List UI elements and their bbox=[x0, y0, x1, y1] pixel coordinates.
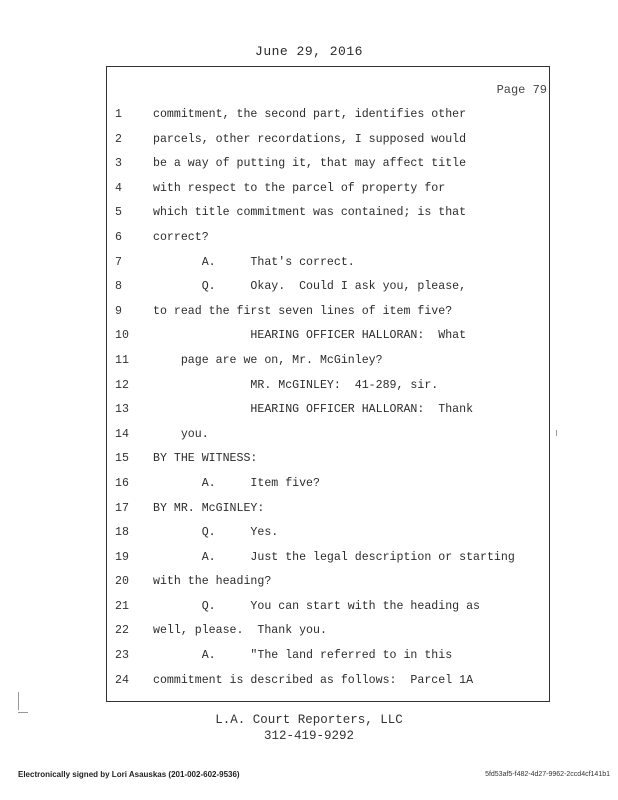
line-text: with respect to the parcel of property for bbox=[153, 181, 446, 195]
header-date: June 29, 2016 bbox=[255, 44, 363, 59]
transcript-line bbox=[107, 497, 549, 522]
line-number: 16 bbox=[115, 476, 129, 490]
transcript-line bbox=[107, 103, 549, 128]
line-number: 11 bbox=[115, 353, 129, 367]
transcript-line bbox=[107, 324, 549, 349]
transcript-line bbox=[107, 595, 549, 620]
footer-firm bbox=[0, 712, 618, 744]
transcript-line bbox=[107, 251, 549, 276]
line-number: 20 bbox=[115, 575, 129, 589]
firm-phone: 312-419-9292 bbox=[263, 729, 354, 743]
line-text: MR. McGINLEY: 41-289, sir. bbox=[153, 378, 439, 392]
transcript-line bbox=[107, 398, 549, 423]
line-text: BY THE WITNESS: bbox=[153, 452, 258, 466]
line-number: 4 bbox=[115, 181, 122, 195]
line-text: A. Item five? bbox=[153, 476, 320, 490]
line-text: A. That's correct. bbox=[153, 255, 355, 269]
signature-left: Electronically signed by Lori Asauskas (201-002-602-9536) bbox=[18, 770, 240, 779]
scan-mark bbox=[18, 692, 19, 710]
line-text: Q. You can start with the heading as bbox=[153, 599, 480, 613]
transcript-line bbox=[107, 619, 549, 644]
transcript-line bbox=[107, 521, 549, 546]
page-label: Page 79 bbox=[496, 83, 547, 97]
line-number: 12 bbox=[115, 378, 129, 392]
line-text: HEARING OFFICER HALLORAN: Thank bbox=[153, 403, 474, 417]
line-text: commitment is described as follows: Parcel 1A bbox=[153, 673, 474, 687]
firm-name: L.A. Court Reporters, LLC bbox=[215, 713, 403, 727]
line-number: 7 bbox=[115, 255, 122, 269]
line-text: correct? bbox=[153, 230, 209, 244]
transcript-line bbox=[107, 644, 549, 669]
line-text: parcels, other recordations, I supposed would bbox=[153, 132, 467, 146]
line-text: commitment, the second part, identifies other bbox=[153, 108, 467, 121]
transcript-line bbox=[107, 201, 549, 226]
scan-mark bbox=[556, 430, 557, 436]
line-text: page are we on, Mr. McGinley? bbox=[153, 353, 383, 367]
line-number: 13 bbox=[115, 403, 129, 417]
line-number: 2 bbox=[115, 132, 122, 146]
line-number: 5 bbox=[115, 206, 122, 220]
transcript-line bbox=[107, 128, 549, 153]
line-text: to read the first seven lines of item five? bbox=[153, 304, 453, 318]
transcript-line bbox=[107, 226, 549, 251]
line-number: 17 bbox=[115, 501, 129, 515]
transcript-box bbox=[106, 66, 550, 702]
transcript-line bbox=[107, 275, 549, 300]
transcript-line bbox=[107, 349, 549, 374]
transcript-line bbox=[107, 374, 549, 399]
transcript-line bbox=[107, 423, 549, 448]
transcript-line bbox=[107, 472, 549, 497]
line-text: A. Just the legal description or starting bbox=[153, 550, 515, 564]
line-text: you. bbox=[153, 427, 209, 441]
line-number: 24 bbox=[115, 673, 129, 687]
line-number: 1 bbox=[115, 108, 122, 121]
transcript-line bbox=[107, 152, 549, 177]
line-text: be a way of putting it, that may affect title bbox=[153, 157, 467, 171]
line-number: 8 bbox=[115, 280, 122, 294]
line-number: 10 bbox=[115, 329, 129, 343]
line-number: 9 bbox=[115, 304, 122, 318]
line-text: which title commitment was contained; is that bbox=[153, 206, 467, 220]
scan-mark bbox=[18, 712, 28, 713]
line-number: 18 bbox=[115, 526, 129, 540]
line-text: HEARING OFFICER HALLORAN: What bbox=[153, 329, 467, 343]
transcript-line bbox=[107, 447, 549, 472]
line-text: with the heading? bbox=[153, 575, 272, 589]
signature-right: 5fd53af5-f482-4d27-9962-2ccd4cf141b1 bbox=[485, 771, 610, 778]
line-number: 21 bbox=[115, 599, 129, 613]
line-number: 3 bbox=[115, 157, 122, 171]
transcript-line bbox=[107, 300, 549, 325]
line-number: 6 bbox=[115, 230, 122, 244]
line-text: BY MR. McGINLEY: bbox=[153, 501, 265, 515]
transcript-line bbox=[107, 546, 549, 571]
line-text: Q. Yes. bbox=[153, 526, 279, 540]
line-number: 14 bbox=[115, 427, 129, 441]
transcript-lines bbox=[107, 103, 549, 693]
line-text: Q. Okay. Could I ask you, please, bbox=[153, 280, 467, 294]
line-text: well, please. Thank you. bbox=[153, 624, 327, 638]
line-number: 15 bbox=[115, 452, 129, 466]
transcript-line bbox=[107, 669, 549, 694]
line-number: 19 bbox=[115, 550, 129, 564]
transcript-line bbox=[107, 177, 549, 202]
line-number: 23 bbox=[115, 649, 129, 663]
line-text: A. "The land referred to in this bbox=[153, 649, 453, 663]
transcript-line bbox=[107, 570, 549, 595]
line-number: 22 bbox=[115, 624, 129, 638]
